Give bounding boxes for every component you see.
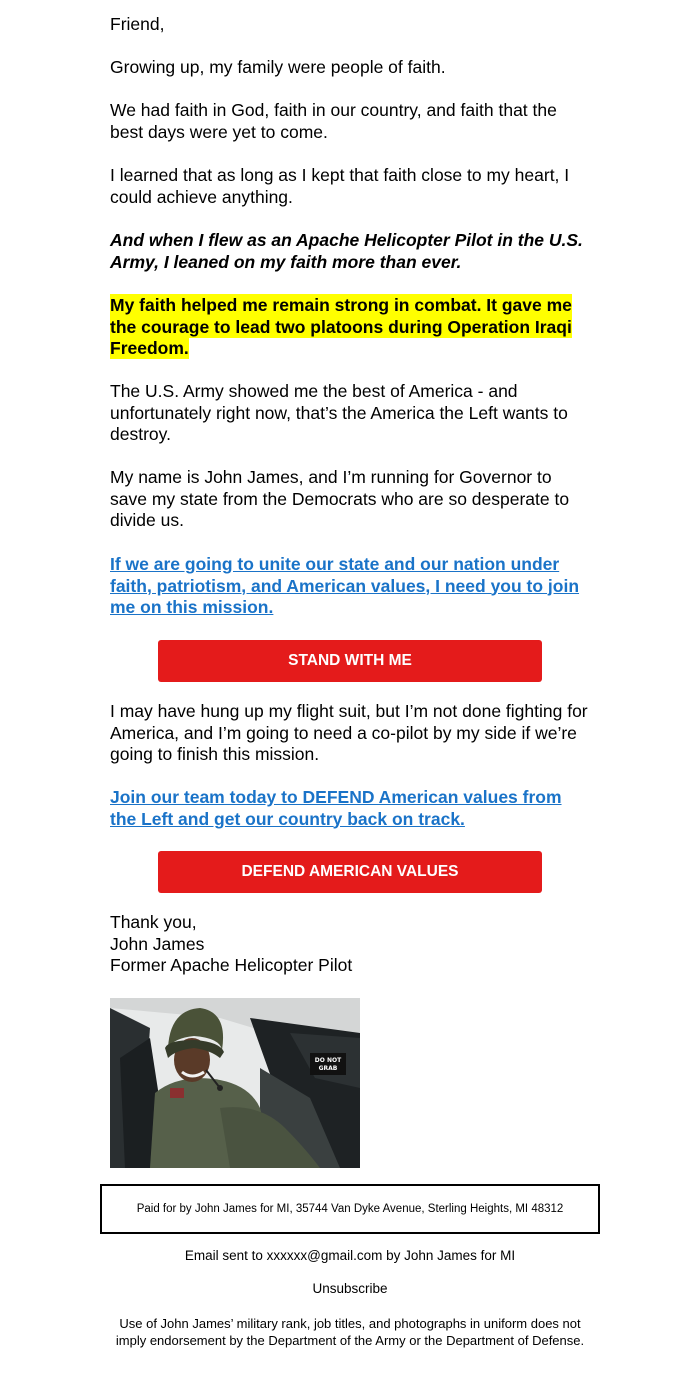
pilot-photo [110, 998, 360, 1168]
paragraph-highlight-combat [110, 295, 590, 360]
stand-with-me-button[interactable]: STAND WITH ME [158, 640, 542, 682]
defend-values-link[interactable]: Join our team today to DEFEND American values from the Left and get our country back on track. [110, 787, 562, 829]
unite-mission-link[interactable]: If we are going to unite our state and our nation under faith, patriotism, and American values, I need you to join me on this mission. [110, 554, 580, 617]
signoff [110, 912, 590, 977]
paragraph-flight-suit: I may have hung up my flight suit, but I’m not done fighting for America, and I’m going to need a co-pilot by my side if we’re going to finish this mission. [110, 701, 588, 764]
pilot-cockpit-illustration [110, 998, 360, 1168]
email-sent-to: Email sent to xxxxxx@gmail.com by John James for MI [184, 1248, 516, 1263]
military-endorsement-disclaimer: Use of John James’ military rank, job titles, and photographs in uniform does not imply endorsement by the Department of the Army or the Department of Defense. [115, 1316, 585, 1348]
signoff-name: John James [110, 933, 205, 954]
paragraph-apache-pilot: And when I flew as an Apache Helicopter Pilot in the U.S. Army, I leaned on my faith more than ever. [110, 230, 583, 272]
link-paragraph-defend [110, 787, 590, 830]
paragraph-faith-in-god: We had faith in God, faith in our country, and faith that the best days were yet to come. [110, 100, 557, 142]
unsubscribe-link[interactable]: Unsubscribe [312, 1281, 388, 1296]
paragraph-running-governor: My name is John James, and I’m running for Governor to save my state from the Democrats who are so desperate to divide us. [110, 467, 570, 530]
svg-text:GRAB: GRAB [318, 1065, 338, 1072]
salutation: Friend, [110, 14, 165, 34]
svg-text:DO NOT: DO NOT [314, 1057, 342, 1064]
paragraph-army-best: The U.S. Army showed me the best of America - and unfortunately right now, that’s the America the Left wants to destroy. [110, 381, 568, 444]
paragraph-faith-close: I learned that as long as I kept that faith close to my heart, I could achieve anything. [110, 165, 570, 207]
signoff-title: Former Apache Helicopter Pilot [110, 955, 353, 975]
signoff-thanks: Thank you, [110, 912, 197, 932]
defend-american-values-button[interactable]: DEFEND AMERICAN VALUES [158, 851, 542, 893]
unsubscribe-line [100, 1281, 600, 1296]
paragraph-family-faith: Growing up, my family were people of faith. [110, 57, 446, 77]
link-paragraph-unite [110, 554, 590, 619]
paid-for-text: Paid for by John James for MI, 35744 Van Dyke Avenue, Sterling Heights, MI 48312 [136, 1203, 564, 1215]
paid-for-disclaimer-box [100, 1184, 600, 1234]
highlighted-text: My faith helped me remain strong in combat. It gave me the courage to lead two platoons during Operation Iraqi Freedom. [110, 295, 572, 358]
